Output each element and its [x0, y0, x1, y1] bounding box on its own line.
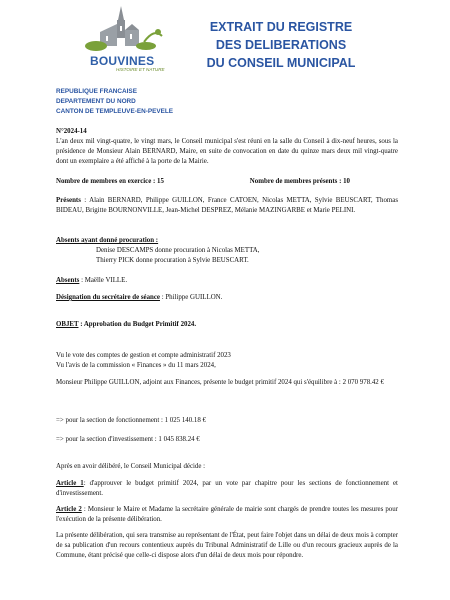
proxy-label: Absents ayant donné procuration : [56, 237, 159, 244]
object-text: : Approbation du Budget Primitif 2024. [78, 321, 197, 328]
proxy-line-2: Thierry PICK donne procuration à Sylvie BEUSCART. [96, 257, 249, 264]
deliberation-number: N°2024-14 [56, 128, 87, 135]
present-text: : Alain BERNARD, Philippe GUILLON, France CATOEN, Nicolas METTA, Sylvie BEUSCART, Thomas BIDEAU, Brigitte BOURNONVILLE, Jean-Michel DESPREZ, Mélanie MAZINGARBE et Marie PELINI. [56, 197, 398, 214]
fonctionnement-line: => pour la section de fonctionnement : 1 025 140.18 € [56, 417, 206, 424]
issuer-block [56, 87, 173, 117]
presentation-paragraph: Monsieur Philippe GUILLON, adjoint aux Finances, présente le budget primitif 2024 qui s'équilibre à : 2 070 978.42 € [56, 379, 384, 386]
proxy-line-1: Denise DESCAMPS donne procuration à Nicolas METTA, [96, 247, 260, 254]
article-2 [56, 505, 398, 525]
page-title [196, 18, 366, 72]
article-1-label: Article 1 [56, 480, 84, 487]
vu-line-2: Vu l'avis de la commission « Finances » du 11 mars 2024, [56, 362, 216, 369]
absent-label: Absents [56, 277, 80, 284]
municipal-logo [84, 6, 174, 78]
present-label: Présents [56, 197, 81, 204]
object-line [56, 320, 398, 330]
vu-line-1: Vu le vote des comptes de gestion et compte administratif 2023 [56, 352, 231, 359]
secretary-line [56, 293, 398, 303]
member-counts [56, 177, 398, 187]
church-logo-icon [84, 6, 174, 56]
apres-line: Après en avoir délibéré, le Conseil Municipal décide : [56, 463, 206, 470]
investissement-line: => pour la section d'investissement : 1 045 838.24 € [56, 436, 200, 443]
secretary-text: : Philippe GUILLON. [159, 294, 223, 301]
members-present: Nombre de membres présents : 10 [249, 178, 350, 185]
final-paragraph: La présente délibération, qui sera transmise au représentant de l'État, peut faire l'objet dans un délai de deux mois à compter de sa publication d'un recours contentieux auprès du Tribunal Administratif de Lille ou d'un recours gracieux auprès de la Commune, étant précisé que celle-ci dispose alors d'un délai de deux mois pour répondre. [56, 532, 398, 559]
article-2-text: : Monsieur le Maire et Madame la secrétaire générale de mairie sont chargés de prendre toutes les mesures pour l'exécution de la présente délibération. [56, 506, 398, 523]
issuer-line-3: CANTON DE TEMPLEUVE-EN-PEVELE [56, 108, 174, 115]
present-paragraph [56, 196, 398, 216]
intro-paragraph: L'an deux mil vingt-quatre, le vingt mars, le Conseil municipal s'est réuni en la salle du Conseil à dix-neuf heures, sous la présidence de Monsieur Alain BERNARD, Maire, en suite de convocation en date du quinze mars deux mil vingt-quatre dont un exemplaire a été affiché à la porte de la Mairie. [56, 138, 398, 165]
title-line-1: EXTRAIT DU REGISTRE [209, 20, 353, 34]
title-line-2: DES DELIBERATIONS [215, 38, 347, 52]
title-line-3: DU CONSEIL MUNICIPAL [206, 56, 356, 70]
logo-tagline: HISTOIRE ET NATURE [116, 67, 165, 72]
secretary-label: Désignation du secrétaire de séance [56, 294, 160, 301]
article-2-label: Article 2 [56, 506, 82, 513]
article-1-text: : d'approuver le budget primitif 2024, par un vote par chapitre pour les sections de fonctionnement et d'investissement. [56, 480, 398, 497]
absent-line [56, 276, 398, 286]
absent-text: : Maëlle VILLE. [79, 277, 128, 284]
article-1 [56, 479, 398, 499]
issuer-line-2: DEPARTEMENT DU NORD [56, 98, 136, 105]
logo-name: BOUVINES [90, 54, 155, 68]
object-label: OBJET [56, 321, 79, 328]
members-in-office: Nombre de membres en exercice : 15 [56, 178, 164, 185]
issuer-line-1: REPUBLIQUE FRANCAISE [56, 88, 137, 95]
